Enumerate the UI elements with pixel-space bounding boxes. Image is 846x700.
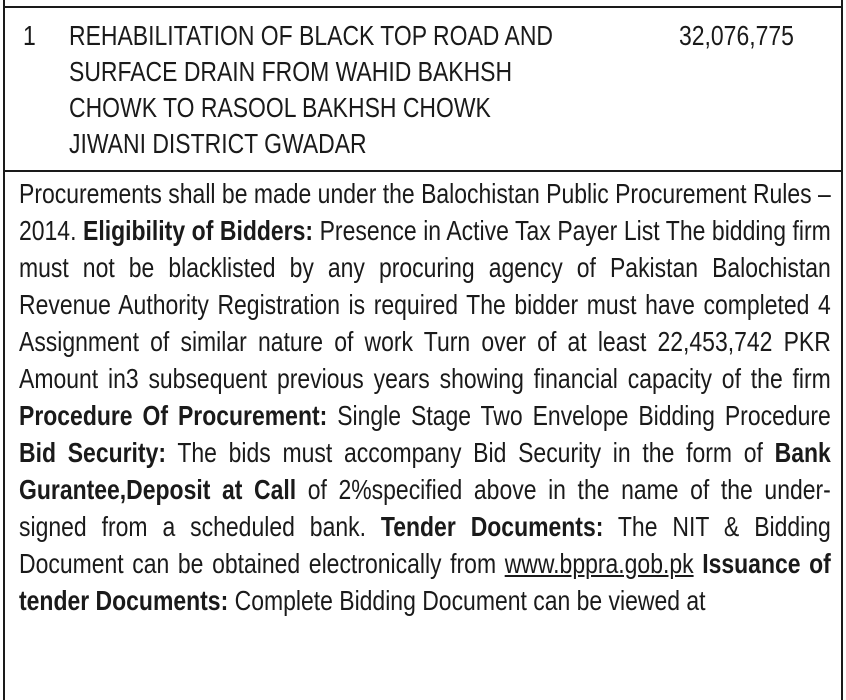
heading-procedure: Procedure Of Procurement: <box>19 400 328 431</box>
heading-issuance: Issuance of tender Documents: <box>19 548 831 616</box>
table-row <box>3 8 843 170</box>
estimated-cost: 32,076,775 <box>679 20 794 51</box>
serial-number: 1 <box>23 20 36 51</box>
notice-paragraph <box>19 175 831 619</box>
bold-bank-guarantee: Bank Gurantee,Deposit at Call <box>19 437 831 505</box>
work-name: REHABILITATION OF BLACK TOP ROAD AND SURFACE DRAIN FROM WAHID BAKHSH CHOWK TO RASOOL BAKHSH CHOWK JIWANI DISTRICT GWADAR <box>69 20 553 159</box>
text-percentage: of 2%specified above in the name of the under-signed from a scheduled bank. <box>19 474 831 542</box>
heading-bid-security: Bid Security: <box>19 437 166 468</box>
text-tender-documents: The NIT & Bidding Document can be obtained electronically from <box>19 511 831 579</box>
text-bid-security: The bids must accompany Bid Security in the form of <box>165 437 775 468</box>
heading-eligibility: Eligibility of Bidders: <box>83 215 314 246</box>
heading-tender-documents: Tender Documents: <box>380 511 604 542</box>
table-bottom-border <box>3 170 843 172</box>
notice-body <box>19 175 831 619</box>
bppra-link[interactable]: www.bppra.gob.pk <box>504 548 694 579</box>
text-procedure: Single Stage Two Envelope Bidding Procedure <box>327 400 831 431</box>
text-spacer <box>694 548 703 579</box>
text-issuance: Complete Bidding Document can be viewed at <box>228 585 706 616</box>
text-eligibility: Presence in Active Tax Payer List The bidding firm must not be blacklisted by any procuring agency of Pakistan Balochistan Revenue Authority Registration is required The bidder must have completed 4 Assignment of similar nature of work Turn over of at least 22,453,742 PKR Amount in3 subsequent previous years showing financial capacity of the firm <box>19 215 831 394</box>
text-intro: Procurements shall be made under the Balochistan Public Procurement Rules – 2014. <box>19 178 831 246</box>
